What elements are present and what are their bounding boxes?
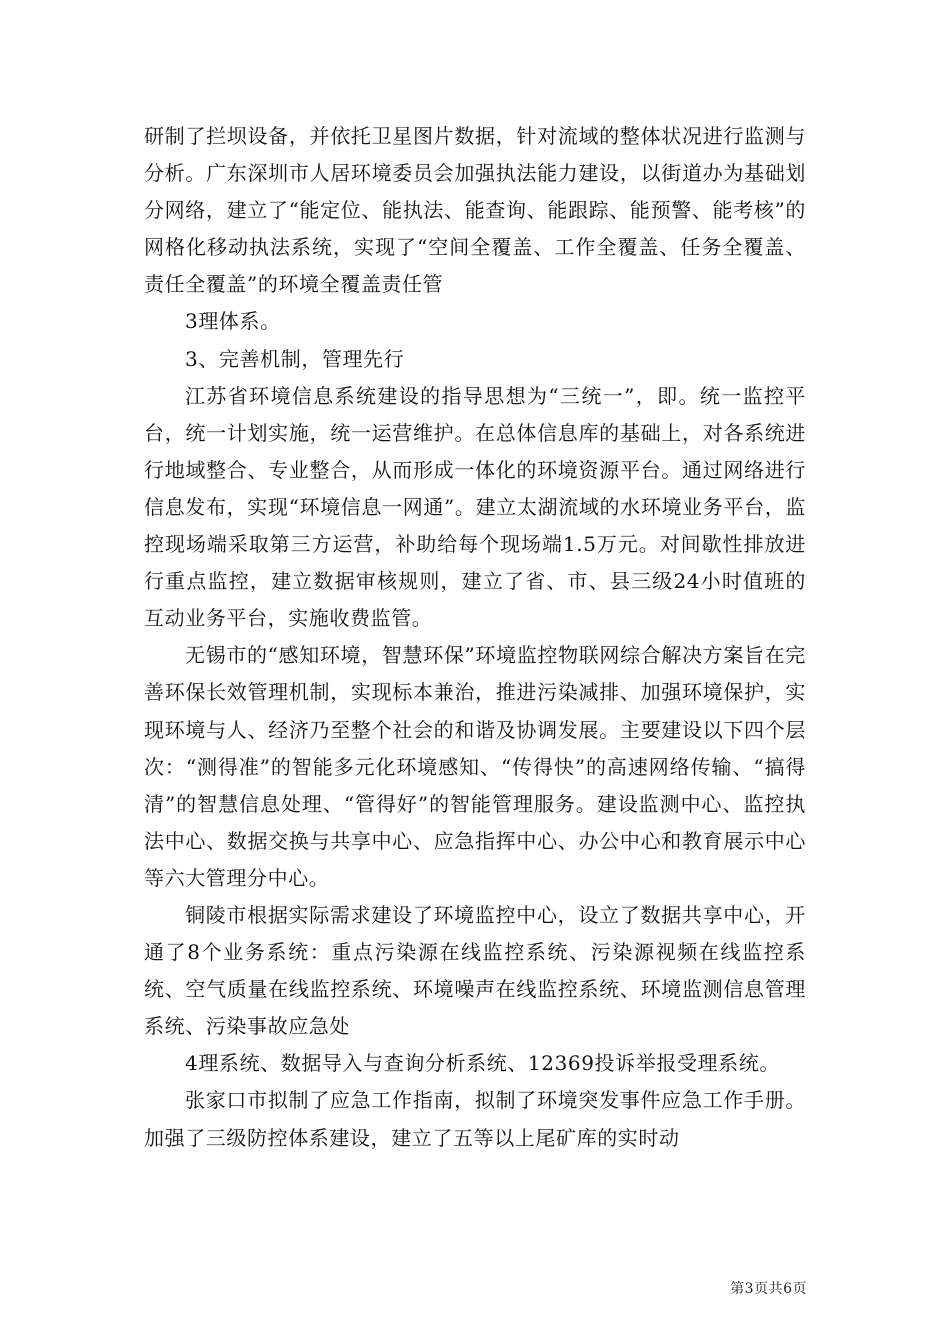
- document-body: [144, 118, 806, 1157]
- paragraph-tongling: 铜陵市根据实际需求建设了环境监控中心，设立了数据共享中心，开通了8个业务系统：重点污染源在线监控系统、污染源视频在线监控系统、空气质量在线监控系统、环境噪声在线监控系统、环境监测信息管理系统、污染事故应急处: [144, 902, 806, 1039]
- paragraph-zhangjiakou: 张家口市拟制了应急工作指南，拟制了环境突发事件应急工作手册。加强了三级防控体系建设，建立了五等以上尾矿库的实时动: [144, 1088, 806, 1150]
- page-number: 第3页共6页: [730, 1281, 807, 1297]
- paragraph-page-break-3: 3理体系。: [185, 309, 281, 334]
- paragraph-jiangsu: 江苏省环境信息系统建设的指导思想为“三统一”，即。统一监控平台，统一计划实施，统一运营维护。在总体信息库的基础上，对各系统进行地域整合、专业整合，从而形成一体化的环境资源平台。通过网络进行信息发布，实现“环境信息一网通”。建立太湖流域的水环境业务平台，监控现场端采取第三方运营，补助给每个现场端1.5万元。对间歇性排放进行重点监控，建立数据审核规则，建立了省、市、县三级24小时值班的互动业务平台，实施收费监管。: [144, 383, 806, 631]
- paragraph-page-break-4: 4理系统、数据导入与查询分析系统、12369投诉举报受理系统。: [185, 1051, 780, 1076]
- section-heading: 3、完善机制，管理先行: [185, 346, 405, 371]
- paragraph-continued: 研制了拦坝设备，并依托卫星图片数据，针对流域的整体状况进行监测与分析。广东深圳市人居环境委员会加强执法能力建设，以街道办为基础划分网络，建立了“能定位、能执法、能查询、能跟踪、能预警、能考核”的网格化移动执法系统，实现了“空间全覆盖、工作全覆盖、任务全覆盖、责任全覆盖”的环境全覆盖责任管: [144, 124, 806, 297]
- paragraph-wuxi: 无锡市的“感知环境，智慧环保”环境监控物联网综合解决方案旨在完善环保长效管理机制，实现标本兼治，推进污染减排、加强环境保护，实现环境与人、经济乃至整个社会的和谐及协调发展。主要建设以下四个层次：“测得准”的智能多元化环境感知、“传得快”的高速网络传输、“搞得清”的智慧信息处理、“管得好”的智能管理服务。建设监测中心、监控执法中心、数据交换与共享中心、应急指挥中心、办公中心和教育展示中心等六大管理分中心。: [144, 643, 806, 890]
